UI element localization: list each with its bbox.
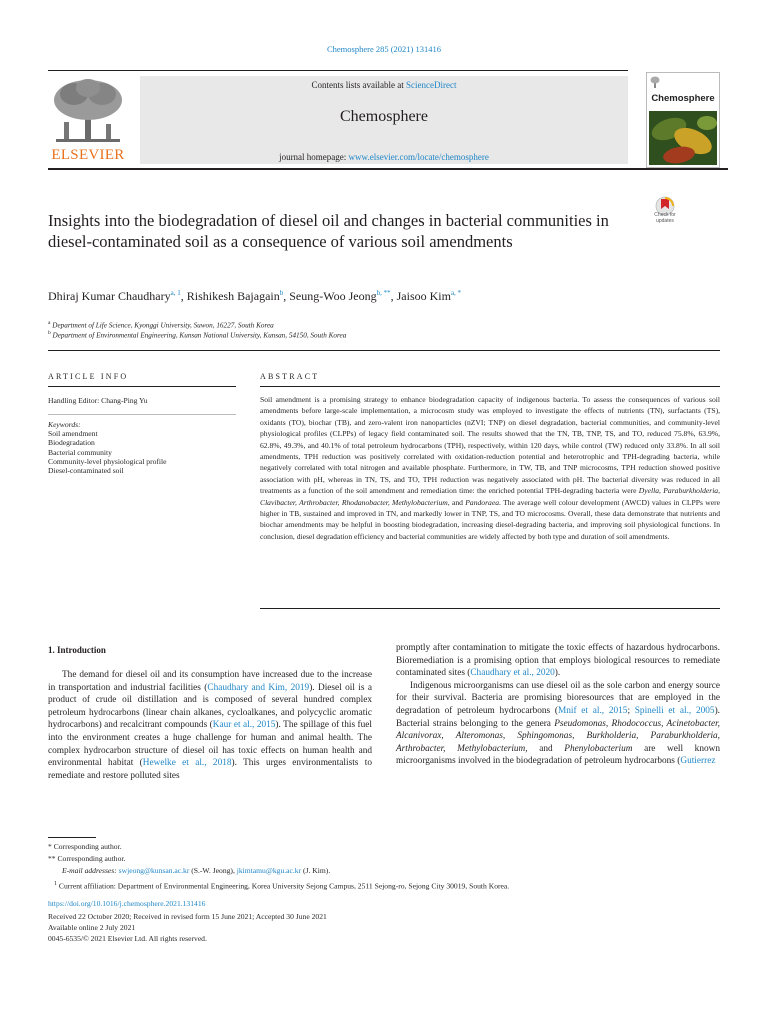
author-superscript[interactable]: a, * xyxy=(450,289,462,297)
elsevier-tree-icon xyxy=(48,76,128,146)
header-top-rule xyxy=(48,70,628,71)
text-run: Current affiliation: Department of Environmental Engineering, Korea University Sejong Campus, 2511 Sejong-ro, Sejong City 30019, South Korea. xyxy=(57,881,510,891)
citation-link[interactable]: Gutierrez xyxy=(680,756,716,767)
article-info-rule xyxy=(48,386,236,387)
text-run: (J. Kim). xyxy=(301,866,331,875)
genus-name: Phenylobacterium xyxy=(564,743,633,754)
author-superscript[interactable]: b xyxy=(279,289,284,297)
article-title: Insights into the biodegradation of diesel oil and changes in bacterial communities in diesel-contaminated soil as a consequence of various soil amendments xyxy=(48,211,609,251)
header-bottom-rule xyxy=(48,168,728,170)
sciencedirect-link[interactable]: ScienceDirect xyxy=(406,80,457,90)
article-info-subrule xyxy=(48,414,236,415)
affiliation-text: Department of Life Science, Kyonggi University, Suwon, 16227, South Korea xyxy=(52,321,274,330)
journal-homepage-line xyxy=(140,152,628,162)
text-run: Indigenous microorganisms can use diesel oil as the sole carbon and energy source for their survival. Bacteria are promising bioresources that are employed in the degradation of petroleum hydrocarbons ( xyxy=(396,680,720,716)
author-separator: , xyxy=(180,289,187,303)
text-run: The demand for diesel oil and its consumption have increased due to the increase in transportation and industrial facilities ( xyxy=(48,670,372,693)
elsevier-wordmark: ELSEVIER xyxy=(51,147,125,163)
text-run: promptly after contamination to mitigate the toxic effects of hazardous hydrocarbons. Bioremediation is a promising option that employs biological resources to remediate contaminated sites ( xyxy=(396,643,720,679)
keyword-item: Biodegradation xyxy=(48,438,95,448)
keyword-item: Diesel-contaminated soil xyxy=(48,466,124,476)
contents-prefix: Contents lists available at xyxy=(311,80,406,90)
affiliation-marker: a xyxy=(48,320,51,326)
text-run: ). The spillage of this fuel into the environment creates a huge challenge for human and animal health. The complex hydrocarbon structure of diesel oil has toxic effects on human health and environmental habitat ( xyxy=(48,720,373,769)
author-separator: , xyxy=(283,289,290,303)
contents-line xyxy=(140,80,628,90)
journal-cover-thumbnail[interactable] xyxy=(646,72,720,168)
author-name[interactable]: Dhiraj Kumar Chaudhary xyxy=(48,289,171,303)
abstract-heading: ABSTRACT xyxy=(260,372,320,381)
cover-title: Chemosphere xyxy=(651,93,715,104)
text-run: ). xyxy=(554,668,561,679)
keyword-item: Community-level physiological profile xyxy=(48,456,167,466)
footnote-current-affiliation xyxy=(48,879,734,892)
text-run: ). Bacterial strains belonging to the genera xyxy=(396,705,720,729)
email-label: E-mail addresses: xyxy=(62,866,119,875)
email-link[interactable]: swjeong@kunsan.ac.kr xyxy=(118,866,190,875)
intro-column-right xyxy=(396,642,720,768)
abstract-bottom-rule xyxy=(260,608,720,609)
affiliation xyxy=(48,320,728,329)
introduction-heading: 1. Introduction xyxy=(48,645,106,655)
check-for-updates-label: Check for updates xyxy=(654,212,676,224)
citation-link[interactable]: Chaudhary and Kim, 2019 xyxy=(207,682,310,693)
cover-leaf-image xyxy=(649,111,717,165)
abstract-rule xyxy=(260,386,720,387)
available-online: Available online 2 July 2021 xyxy=(48,923,136,932)
abstract-genus: Pandoraea xyxy=(465,497,500,507)
citation-link[interactable]: Kaur et al., 2015 xyxy=(212,720,276,731)
author-list xyxy=(48,289,728,304)
intro-paragraph xyxy=(396,680,720,768)
author-name[interactable]: Jaisoo Kim xyxy=(396,289,451,303)
journal-name: Chemosphere xyxy=(340,108,428,125)
keywords-block xyxy=(48,420,228,475)
footnote-emails xyxy=(48,866,742,876)
text-run: ). Diesel oil is a product of crude oil distillation and is composed of several hundred complex petroleum hydrocarbons (linear chain alkanes, cycloalkanes, and polycyclic aromatic hydrocarbons) and recalcitrant compounds ( xyxy=(48,682,372,731)
article-info-heading: ARTICLE INFO xyxy=(48,372,129,381)
intro-column-left xyxy=(48,669,372,782)
abstract-part: Soil amendment is a promising strategy to enhance biodegradation capacity of indigenous bacteria. To assess the consequences of various soil amendments before large-scale implementation, a microcosm study was employed to investigate the effects of nutrients (TN), surfactants (TS), oxidants (TO), biochar (TB), and zero-valent iron nanoparticles (nZVI; TNP) on diesel degradation, bacterial communities, and community-level physiological profiles (CLPPs) of legacy field contaminated soil. The results showed that the TN, TB, TNP, TS, and TO, reduced 75.8%, 63.9%, 62.8%, 49.3%, and 40.1% of total petroleum hydrocarbons (TPH), respectively, within 120 days, while control (TW) reduced only 33.8%. In all soil amendments, TPH reduction was positively correlated with oxidation-reduction potential and heterotrophic and TPH-degrading bacteria, while negatively correlated with total nitrogen and available phosphate. Furthermore, in TW, TB, and TNP microcosms, TPH reduction showed positive association with pH, whereas in TN, TS, and TO, TPH reduction was negatively associated with pH. The bacterial diversity was reduced in all treatments as a function of the soil amendment and remediation time: the enriched potential TPH-degrading bacteria were xyxy=(260,395,720,496)
text-run: are well known microorganisms involved in the biodegradation of petroleum hydrocarbons ( xyxy=(396,743,720,767)
text-run: and xyxy=(527,743,565,754)
affiliation-text: Department of Environmental Engineering, Kunsan National University, Kunsan, 54150, South Korea xyxy=(52,331,347,340)
doi-link[interactable]: https://doi.org/10.1016/j.chemosphere.2021.131416 xyxy=(48,899,206,908)
author-superscript[interactable]: b, ** xyxy=(376,289,391,297)
footnote-corresponding-1: * Corresponding author. xyxy=(48,842,122,851)
abstract-part: . The average well colour development (AWCD) values in CLPPs were higher in TB, sustained and improved in TN, and markedly lower in TNP, TS, and TO microcosms. Overall, these data demonstrate that nutrients and biochar amendments may be helpful in boosting biodegradation, increasing diesel-degrading bacteria, and improving soil physiological functions. In conclusion, diesel degradation efficiency and bacterial communities are widely affected by both type and duration of soil amendments. xyxy=(260,497,720,541)
section-divider xyxy=(48,350,720,351)
journal-reference-link[interactable]: Chemosphere 285 (2021) 131416 xyxy=(326,44,442,54)
author-name[interactable]: Seung-Woo Jeong xyxy=(289,289,377,303)
email-link[interactable]: jkimtamu@kgu.ac.kr xyxy=(236,866,302,875)
journal-homepage-link[interactable]: www.elsevier.com/locate/chemosphere xyxy=(348,152,489,162)
keyword-item: Soil amendment xyxy=(48,429,98,439)
intro-paragraph xyxy=(396,642,720,680)
author-name[interactable]: Rishikesh Bajagain xyxy=(186,289,280,303)
handling-editor: Handling Editor: Chang-Ping Yu xyxy=(48,396,148,405)
citation-link[interactable]: Chaudhary et al., 2020 xyxy=(470,668,555,679)
abstract-part: and xyxy=(449,497,466,507)
abstract-genera: Dyella, Paraburkholderia, Clavibacter, Arthrobacter, Rhodanobacter, Methylobacterium, xyxy=(260,486,720,507)
elsevier-logo[interactable] xyxy=(48,76,128,164)
affiliation xyxy=(48,330,728,339)
text-run: (S.-W. Jeong), xyxy=(189,866,237,875)
abstract-text xyxy=(260,394,720,542)
keyword-item: Bacterial community xyxy=(48,447,112,457)
received-dates: Received 22 October 2020; Received in revised form 15 June 2021; Accepted 30 June 2021 xyxy=(48,912,327,921)
footnote-corresponding-2: ** Corresponding author. xyxy=(48,854,126,863)
author-superscript[interactable]: a, 1 xyxy=(170,289,181,297)
keywords-label: Keywords: xyxy=(48,420,81,429)
genus-list: Pseudomonas, Rhodococcus, Acinetobacter, Alcanivorax, Alteromonas, Sphingomonas, Burkholderia, Paraburkholderia, Arthrobacter, Methylobacterium, xyxy=(396,718,720,754)
footnote-marker: 1 xyxy=(54,881,57,887)
citation-link[interactable]: Hewelke et al., 2018 xyxy=(142,758,232,769)
affiliation-marker: b xyxy=(48,330,51,336)
citation-link[interactable]: Spinelli et al., 2005 xyxy=(634,705,715,716)
copyright-notice: 0045-6535/© 2021 Elsevier Ltd. All rights reserved. xyxy=(48,934,207,943)
intro-paragraph xyxy=(48,669,372,782)
homepage-prefix: journal homepage: xyxy=(279,152,349,162)
citation-link[interactable]: Mnif et al., 2015 xyxy=(557,705,628,716)
text-run: ). This urges environmentalists to remediate and restore polluted sites xyxy=(48,758,372,781)
text-run: ; xyxy=(627,705,635,716)
author-separator: , xyxy=(390,289,397,303)
footnote-rule xyxy=(48,837,96,838)
cover-elsevier-mini-icon xyxy=(650,76,660,88)
